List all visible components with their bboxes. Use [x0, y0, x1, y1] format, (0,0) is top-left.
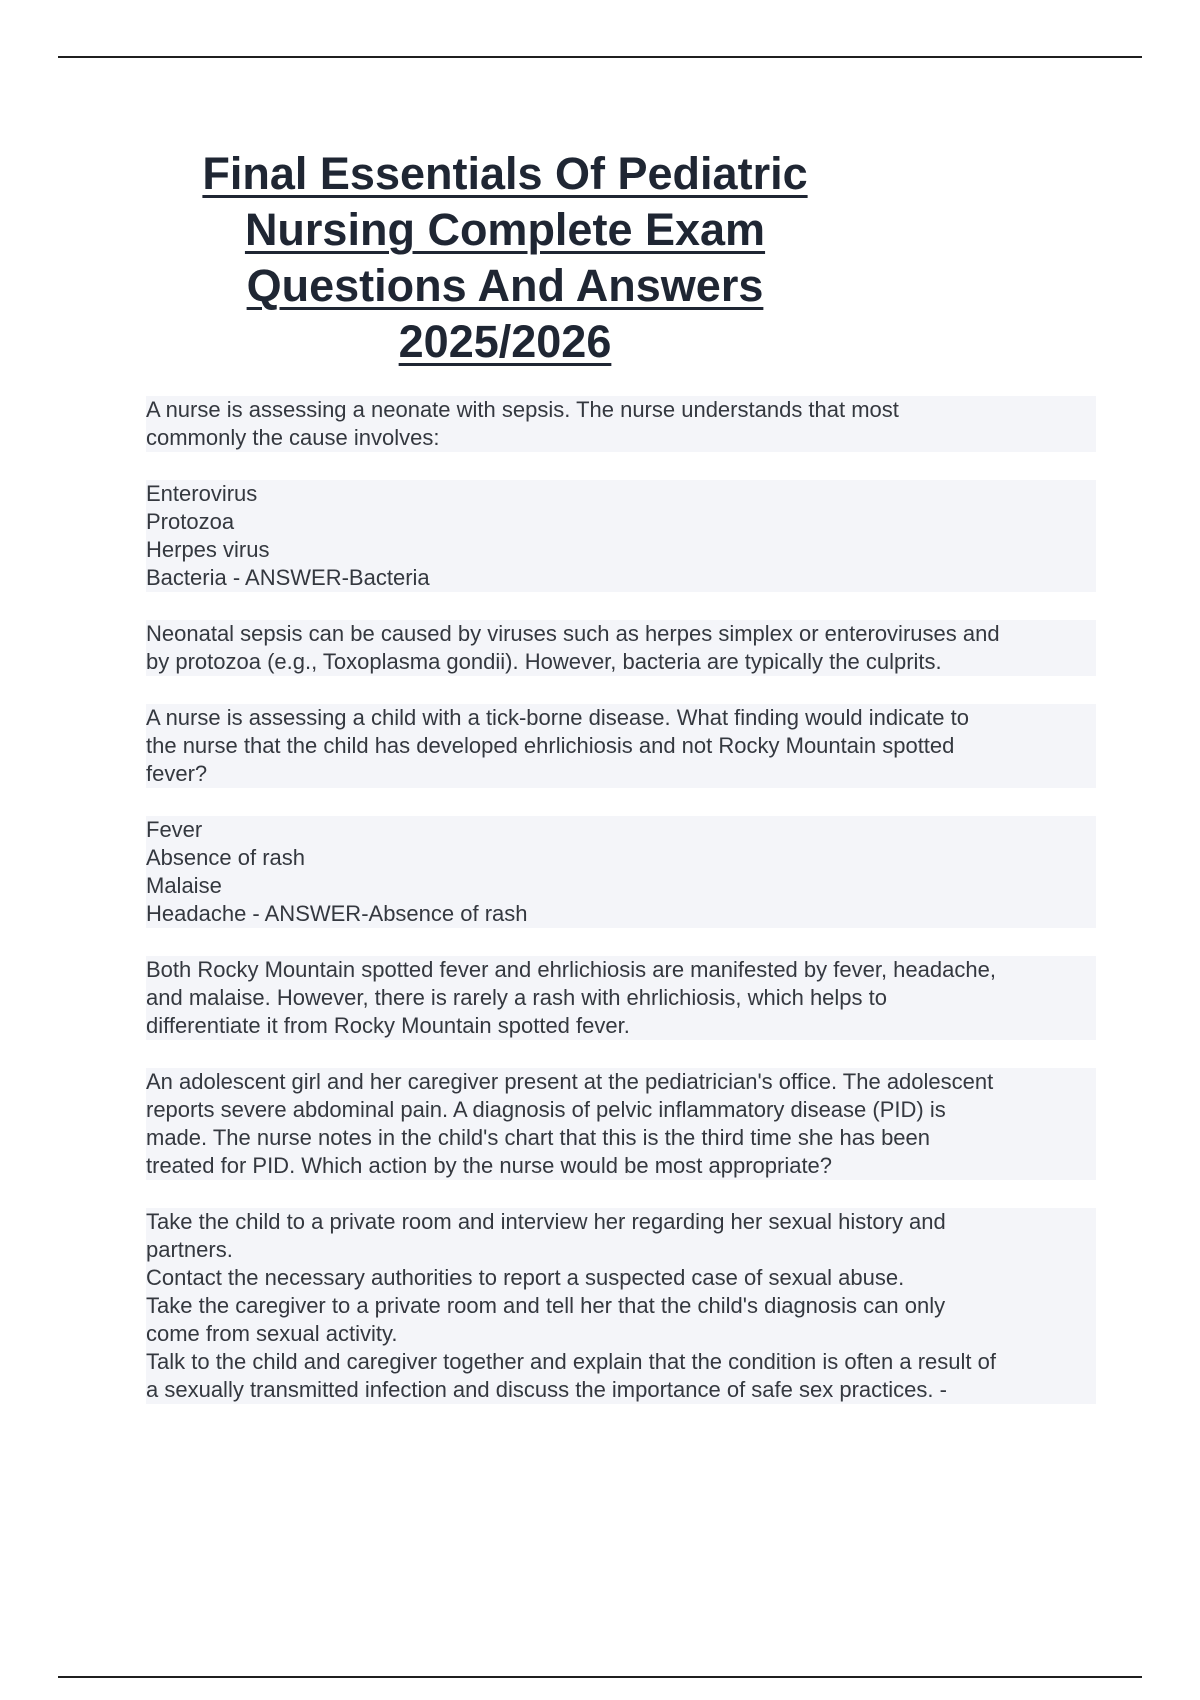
rationale-1	[146, 620, 1096, 676]
option-line: Talk to the child and caregiver together and explain that the condition is often a result of	[146, 1348, 1096, 1376]
option-line: Malaise	[146, 872, 1096, 900]
text-line: the nurse that the child has developed ehrlichiosis and not Rocky Mountain spotted	[146, 732, 1096, 760]
title-line: Questions And Answers	[246, 260, 764, 311]
question-1	[146, 396, 1096, 452]
bottom-divider	[58, 1676, 1142, 1678]
text-line: A nurse is assessing a neonate with sepsis. The nurse understands that most	[146, 396, 1096, 424]
title-line: 2025/2026	[398, 316, 612, 367]
option-line: come from sexual activity.	[146, 1320, 1096, 1348]
text-line: by protozoa (e.g., Toxoplasma gondii). However, bacteria are typically the culprits.	[146, 648, 1096, 676]
answer-line: Bacteria - ANSWER-Bacteria	[146, 564, 1096, 592]
text-line: Both Rocky Mountain spotted fever and ehrlichiosis are manifested by fever, headache,	[146, 956, 1096, 984]
document-body	[146, 396, 1096, 1432]
option-line: Take the child to a private room and interview her regarding her sexual history and	[146, 1208, 1096, 1236]
text-line: and malaise. However, there is rarely a rash with ehrlichiosis, which helps to	[146, 984, 1096, 1012]
options-2	[146, 816, 1096, 928]
text-line: made. The nurse notes in the child's chart that this is the third time she has been	[146, 1124, 1096, 1152]
option-line: a sexually transmitted infection and discuss the importance of safe sex practices. -	[146, 1376, 1096, 1404]
option-line: partners.	[146, 1236, 1096, 1264]
options-1	[146, 480, 1096, 592]
question-3	[146, 1068, 1096, 1180]
option-line: Herpes virus	[146, 536, 1096, 564]
title-line: Nursing Complete Exam	[244, 204, 766, 255]
text-line: An adolescent girl and her caregiver present at the pediatrician's office. The adolescent	[146, 1068, 1096, 1096]
title-line: Final Essentials Of Pediatric	[202, 148, 808, 199]
question-2	[146, 704, 1096, 788]
rationale-2	[146, 956, 1096, 1040]
text-line: fever?	[146, 760, 1096, 788]
text-line: A nurse is assessing a child with a tick-borne disease. What finding would indicate to	[146, 704, 1096, 732]
option-line: Take the caregiver to a private room and tell her that the child's diagnosis can only	[146, 1292, 1096, 1320]
document-title	[150, 146, 860, 370]
text-line: treated for PID. Which action by the nurse would be most appropriate?	[146, 1152, 1096, 1180]
option-line: Enterovirus	[146, 480, 1096, 508]
option-line: Contact the necessary authorities to report a suspected case of sexual abuse.	[146, 1264, 1096, 1292]
options-3	[146, 1208, 1096, 1404]
text-line: reports severe abdominal pain. A diagnosis of pelvic inflammatory disease (PID) is	[146, 1096, 1096, 1124]
option-line: Protozoa	[146, 508, 1096, 536]
text-line: commonly the cause involves:	[146, 424, 1096, 452]
text-line: Neonatal sepsis can be caused by viruses such as herpes simplex or enteroviruses and	[146, 620, 1096, 648]
option-line: Fever	[146, 816, 1096, 844]
top-divider	[58, 56, 1142, 58]
answer-line: Headache - ANSWER-Absence of rash	[146, 900, 1096, 928]
text-line: differentiate it from Rocky Mountain spotted fever.	[146, 1012, 1096, 1040]
option-line: Absence of rash	[146, 844, 1096, 872]
